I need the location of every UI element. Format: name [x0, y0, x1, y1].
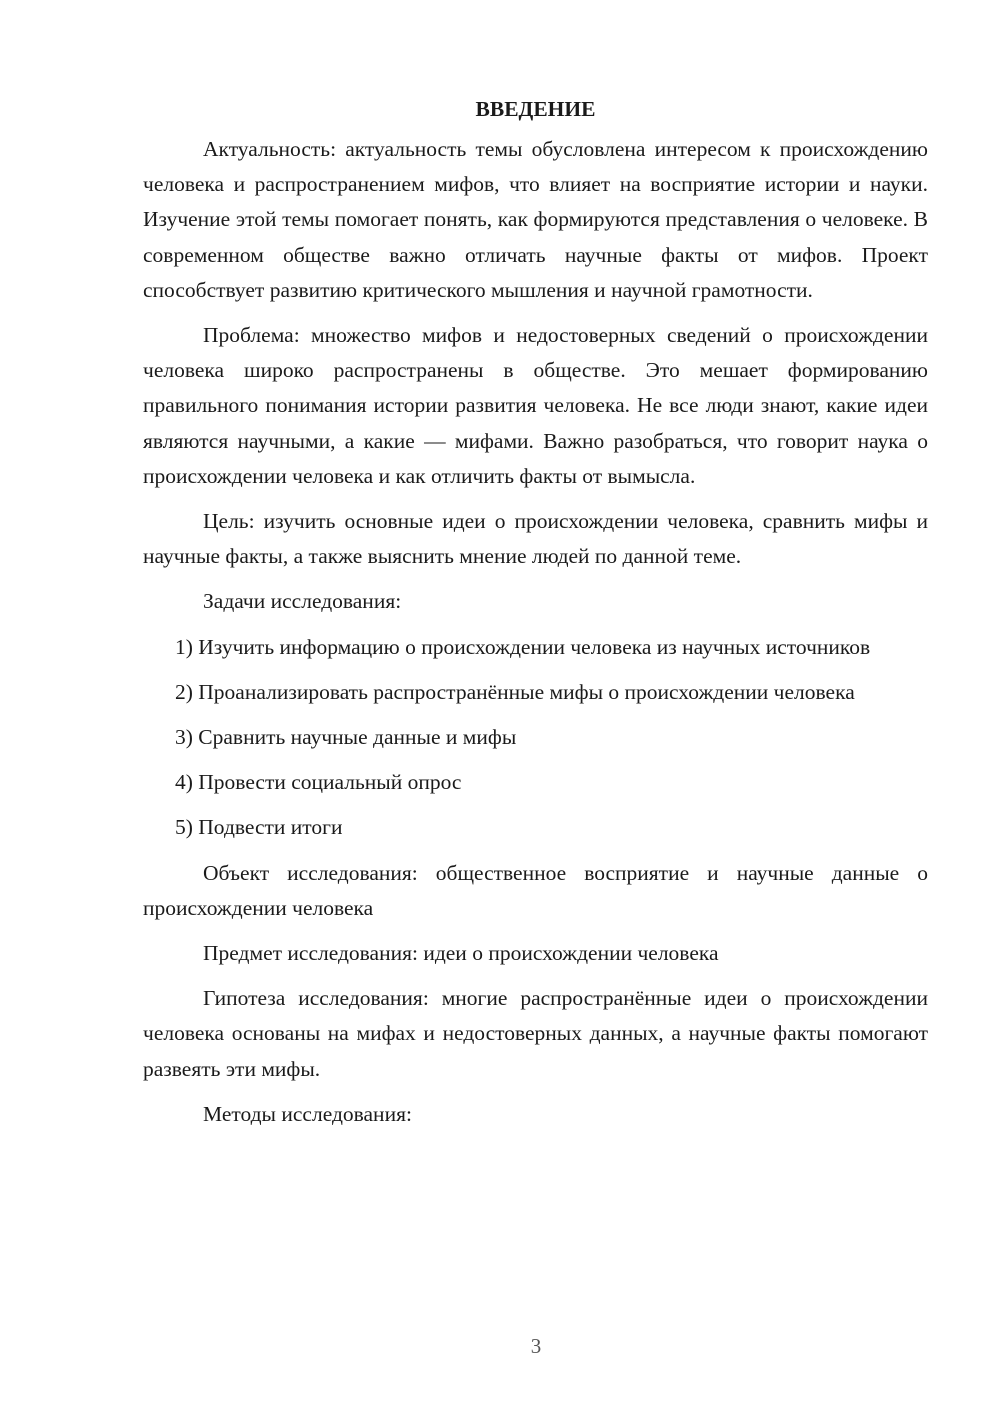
methods-heading: Методы исследования: — [203, 1101, 412, 1126]
tasks-heading: Задачи исследования: — [203, 589, 402, 614]
section-title: ВВЕДЕНИЕ — [475, 97, 596, 121]
task-item-5: 5) Подвести итоги — [175, 815, 343, 840]
hypothesis-paragraph: Гипотеза исследования: многие распространённые идеи о происхождении человека основаны на мифах и недостоверных данных, а научные факты помогают развеять эти мифы. — [143, 986, 928, 1081]
problem-paragraph: Проблема: множество мифов и недостоверных сведений о происхождении человека широко распространены в обществе. Это мешает формированию правильного понимания истории развития человека. Не все люди знают, какие идеи являются научными, а какие — мифами. Важно разобраться, что говорит наука о происхождении человека и как отличить факты от вымысла. — [143, 323, 928, 488]
object-paragraph: Объект исследования: общественное восприятие и научные данные о происхождении человека — [143, 860, 928, 920]
relevance-paragraph: Актуальность: актуальность темы обусловлена интересом к происхождению человека и распространением мифов, что влияет на восприятие истории и науки. Изучение этой темы помогает понять, как формируются представления о человеке. В современном обществе важно отличать научные факты от мифов. Проект способствует развитию критического мышления и научной грамотности. — [143, 137, 928, 302]
goal-paragraph: Цель: изучить основные идеи о происхождении человека, сравнить мифы и научные факты, а также выяснить мнение людей по данной теме. — [143, 509, 928, 569]
page-content — [143, 92, 928, 1142]
task-item-4: 4) Провести социальный опрос — [175, 770, 462, 795]
subject-paragraph: Предмет исследования: идеи о происхождении человека — [203, 941, 719, 966]
task-item-3: 3) Сравнить научные данные и мифы — [175, 725, 517, 750]
task-item-2: 2) Проанализировать распространённые мифы о происхождении человека — [175, 679, 855, 704]
page-number: 3 — [530, 1334, 542, 1358]
task-item-1: 1) Изучить информацию о происхождении человека из научных источников — [175, 634, 871, 659]
